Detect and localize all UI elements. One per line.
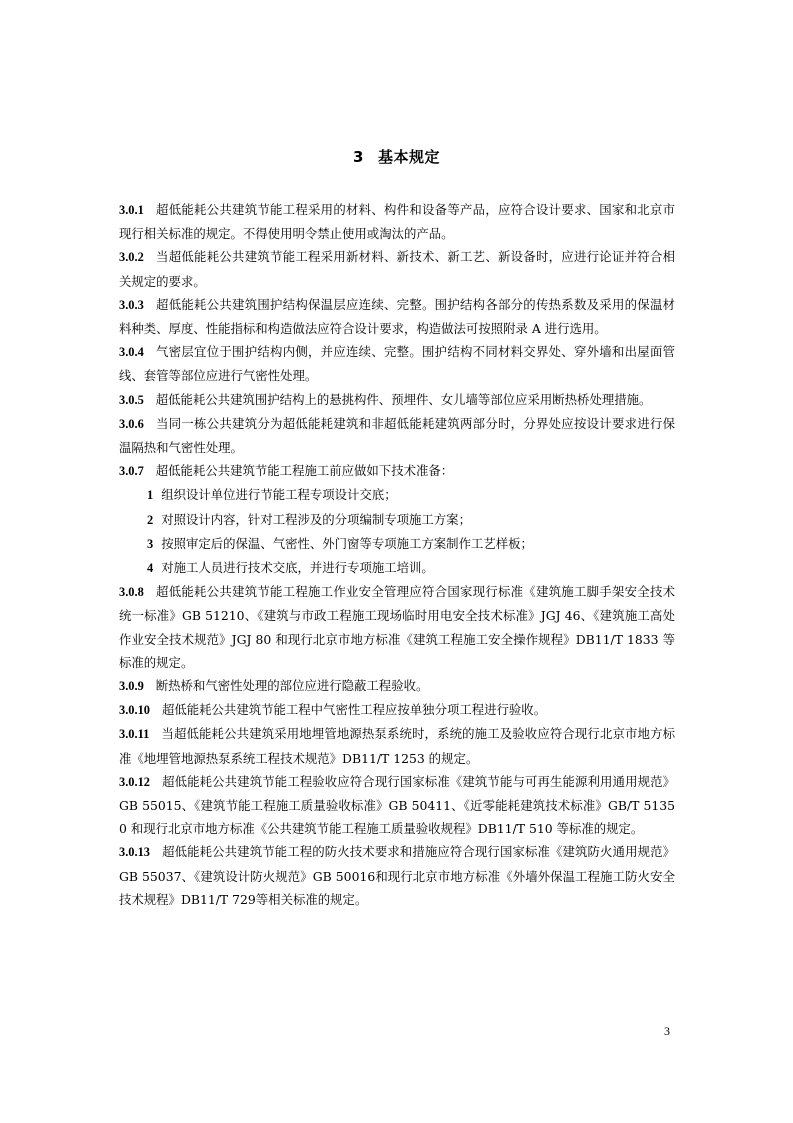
clause-text: 当超低能耗公共建筑节能工程采用新材料、新技术、新工艺、新设备时，应进行论证并符合相关规定的要求。 <box>119 249 675 289</box>
clause-3-0-7-item-3 <box>119 532 675 556</box>
clause-number: 3.0.9 <box>119 679 144 694</box>
page-number: 3 <box>664 1024 670 1038</box>
clause-3-0-13 <box>119 840 675 911</box>
item-text: 对照设计内容，针对工程涉及的分项编制专项施工方案； <box>161 511 471 527</box>
clause-number: 3.0.12 <box>119 774 150 789</box>
chapter-body <box>119 198 675 911</box>
item-text: 按照审定后的保温、气密性、外门窗等专项施工方案制作工艺样板； <box>161 535 533 551</box>
clause-number: 3.0.2 <box>119 250 144 265</box>
clause-3-0-7-item-2 <box>119 508 675 532</box>
clause-text: 断热桥和气密性处理的部位应进行隐蔽工程验收。 <box>155 678 429 694</box>
clause-number: 3.0.13 <box>119 845 150 860</box>
item-text: 对施工人员进行技术交底，并进行专项施工培训。 <box>161 560 434 576</box>
clause-text: 超低能耗公共建筑围护结构保温层应连续、完整。围护结构各部分的传热系数及采用的保温材料种类、厚度、性能指标和构造做法应符合设计要求，构造做法可按照附录 A 进行选用。 <box>119 296 675 337</box>
item-number: 1 <box>147 488 154 503</box>
clause-3-0-7-item-1 <box>119 483 675 507</box>
clause-text: 气密层宜位于围护结构内侧，并应连续、完整。围护结构不同材料交界处、穿外墙和出屋面管线、套管等部位应进行气密性处理。 <box>119 344 675 384</box>
clause-3-0-10 <box>119 698 675 722</box>
clause-3-0-11 <box>119 722 675 769</box>
clause-text: 超低能耗公共建筑节能工程施工前应做如下技术准备： <box>155 463 454 479</box>
item-number: 2 <box>147 512 154 527</box>
clause-number: 3.0.1 <box>119 203 144 217</box>
clause-number: 3.0.8 <box>119 585 144 600</box>
clause-text: 超低能耗公共建筑节能工程的防火技术要求和措施应符合现行国家标准《建筑防火通用规范》GB 55037、《建筑设计防火规范》GB 50016和现行北京市地方标准《外墙外保温工程施工防火安全技术规程》DB11/T 729等相关标准的规定。 <box>119 844 675 907</box>
clause-number: 3.0.7 <box>119 464 144 479</box>
item-number: 4 <box>147 561 154 576</box>
clause-text: 超低能耗公共建筑节能工程施工作业安全管理应符合国家现行标准《建筑施工脚手架安全技术统一标准》GB 51210、《建筑与市政工程施工现场临时用电安全技术标准》JGJ 46、《建筑施工高处作业安全技术规范》JGJ 80 和现行北京市地方标准《建筑工程施工安全操作规程》DB11/T 1833 等标准的规定。 <box>119 584 675 670</box>
clause-number: 3.0.5 <box>119 392 144 407</box>
clause-text: 当同一栋公共建筑分为超低能耗建筑和非超低能耗建筑两部分时，分界处应按设计要求进行保温隔热和气密性处理。 <box>119 415 675 456</box>
chapter-title <box>0 146 793 167</box>
clause-3-0-12 <box>119 770 675 841</box>
chapter-number: 3 <box>353 148 364 166</box>
clause-3-0-5 <box>119 388 675 412</box>
clause-number: 3.0.10 <box>119 703 150 718</box>
clause-text: 当超低能耗公共建筑采用地埋管地源热泵系统时，系统的施工及验收应符合现行北京市地方标准《地埋管地源热泵系统工程技术规范》DB11/T 1253 的规定。 <box>119 726 675 766</box>
clause-number: 3.0.6 <box>119 416 144 431</box>
clause-3-0-7-item-4 <box>119 556 675 580</box>
clause-text: 超低能耗公共建筑节能工程采用的材料、构件和设备等产品，应符合设计要求、国家和北京市现行相关标准的规定。不得使用明令禁止使用或淘汰的产品。 <box>119 202 675 242</box>
clause-text: 超低能耗公共建筑节能工程中气密性工程应按单独分项工程进行验收。 <box>161 702 547 718</box>
item-number: 3 <box>147 536 154 551</box>
clause-number: 3.0.3 <box>119 297 144 312</box>
clause-3-0-9 <box>119 674 675 698</box>
chapter-title-text: 基本规定 <box>377 148 440 166</box>
clause-3-0-7 <box>119 459 675 483</box>
clause-3-0-4 <box>119 340 675 387</box>
clause-number: 3.0.11 <box>119 727 150 742</box>
clause-3-0-6 <box>119 412 675 459</box>
clause-3-0-8 <box>119 580 675 674</box>
clause-number: 3.0.4 <box>119 345 144 360</box>
clause-3-0-3 <box>119 293 675 340</box>
clause-3-0-1 <box>119 198 675 245</box>
item-text: 组织设计单位进行节能工程专项设计交底； <box>161 487 397 503</box>
clause-3-0-2 <box>119 245 675 292</box>
clause-text: 超低能耗公共建筑围护结构上的悬挑构件、预埋件、女儿墙等部位应采用断热桥处理措施。 <box>155 391 652 407</box>
clause-text: 超低能耗公共建筑节能工程验收应符合现行国家标准《建筑节能与可再生能源利用通用规范》GB 55015、《建筑节能工程施工质量验收标准》GB 50411、《近零能耗建筑技术标准》GB/T 51350 和现行北京市地方标准《公共建筑节能工程施工质量验收规程》DB11/T 510 等标准的规定。 <box>119 773 675 837</box>
